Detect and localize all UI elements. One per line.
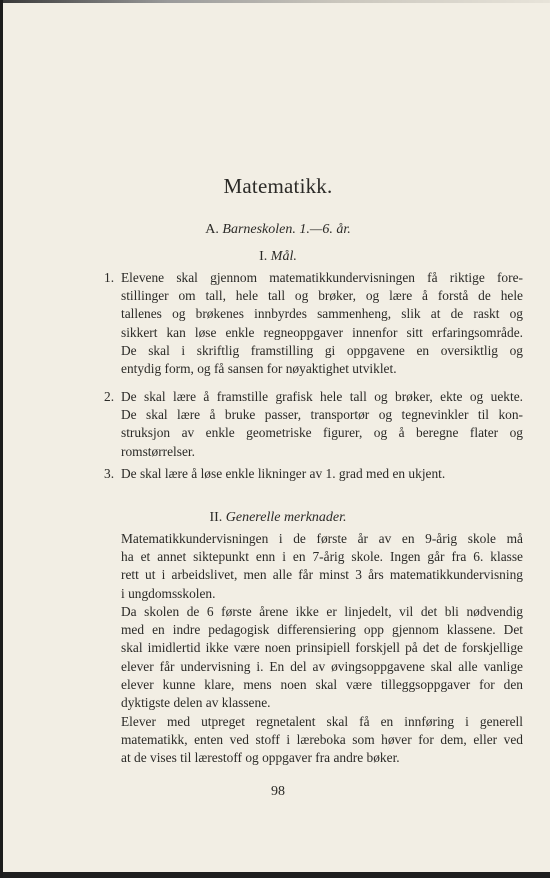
goal-line: De skal lære å løse enkle likninger av 1. grad med en ukjent. [121,466,446,481]
paragraph-line: ha et annet siktepunkt enn i en 7-årig skole. Ingen går fra 6. klasse [121,549,523,565]
section-a-letter: A. [205,222,219,237]
goal-line: romstørrelser. [121,443,196,459]
section-ii-title: Generelle merknader. [225,510,347,525]
section-i-numeral: I. [259,249,268,264]
paragraph-line: med en indre pedagogisk differensiering opp gjennom klassene. Det [121,622,523,638]
goal-line: sikkert kan løse enkle regneoppgaver innenfor sitt erfaringsområde. [121,324,523,340]
goal-number: 2. [104,389,115,404]
paragraph-line: skal imidlertid ikke være noen prinsipiell forskjell på det de forskjellige [121,640,523,656]
section-ii-heading [3,510,550,526]
paragraph-line: Matematikkundervisningen i de første år av en 9-årig skole må [121,531,523,546]
paragraph-line: at de vises til lærestoff og oppgaver fra andre bøker. [121,750,400,766]
paragraph-line: dyktigste delen av klassene. [121,694,271,710]
goal-line: entydig form, og få sansen for nøyaktighet utviklet. [121,360,397,376]
section-i-title: Mål. [270,249,297,264]
paragraph-line: rett ut i arbeidslivet, men alle får minst 3 års matematikkundervisning [121,567,523,583]
goal-line: Elevene skal gjennom matematikkundervisningen få riktige fore- [121,270,523,285]
paragraph-line: Elever med utpreget regnetalent skal få en innføring i generell [121,714,523,729]
goal-line: De skal i skriftlig framstilling gi oppgavene en oversiktlig og [121,342,523,358]
paragraph-line: Da skolen de 6 første årene ikke er linjedelt, vil det bli nødvendig [121,604,523,619]
paragraph-1 [121,530,523,603]
paragraph-line: matematikk, enten ved stoff i læreboka som høver for dem, eller ved [121,732,523,748]
paragraph-3 [121,713,523,768]
paragraph-line: elever får undervisning i. En del av øvingsoppgavene skal alle vanlige [121,658,523,674]
goal-line: stillinger om tall, hele tall og brøker, og lære å forstå de hele [121,288,523,304]
goal-item-2 [104,388,523,461]
goal-item-3 [104,465,523,483]
bottom-edge [3,872,550,878]
section-a-range: 1.—6. år. [299,222,351,237]
section-a-italic: Barneskolen. [222,222,296,237]
top-edge [3,0,550,3]
goal-line: tallenes og brøkenes innbyrdes sammenheng, slik at de raskt og [121,306,523,322]
section-a-heading [3,222,550,238]
page-title: Matematikk. [223,174,333,198]
section-ii-numeral: II. [209,510,223,525]
paragraph-line: i ungdomsskolen. [121,585,216,601]
goal-line: struksjon av enkle geometriske figurer, og å beregne flater og [121,425,523,441]
page-number: 98 [271,784,285,799]
paragraph-line: elever kunne klare, mens noen skal være tilleggsoppgaver for den [121,676,523,692]
paragraph-2 [121,603,523,712]
goal-number: 3. [104,466,115,481]
goal-line: De skal lære å bruke passer, transportør og tegnevinkler til kon- [121,407,523,423]
section-i-heading [3,249,550,265]
goal-item-1 [104,269,523,378]
goal-number: 1. [104,270,115,285]
goal-line: De skal lære å framstille grafisk hele tall og brøker, ekte og uekte. [121,389,523,404]
